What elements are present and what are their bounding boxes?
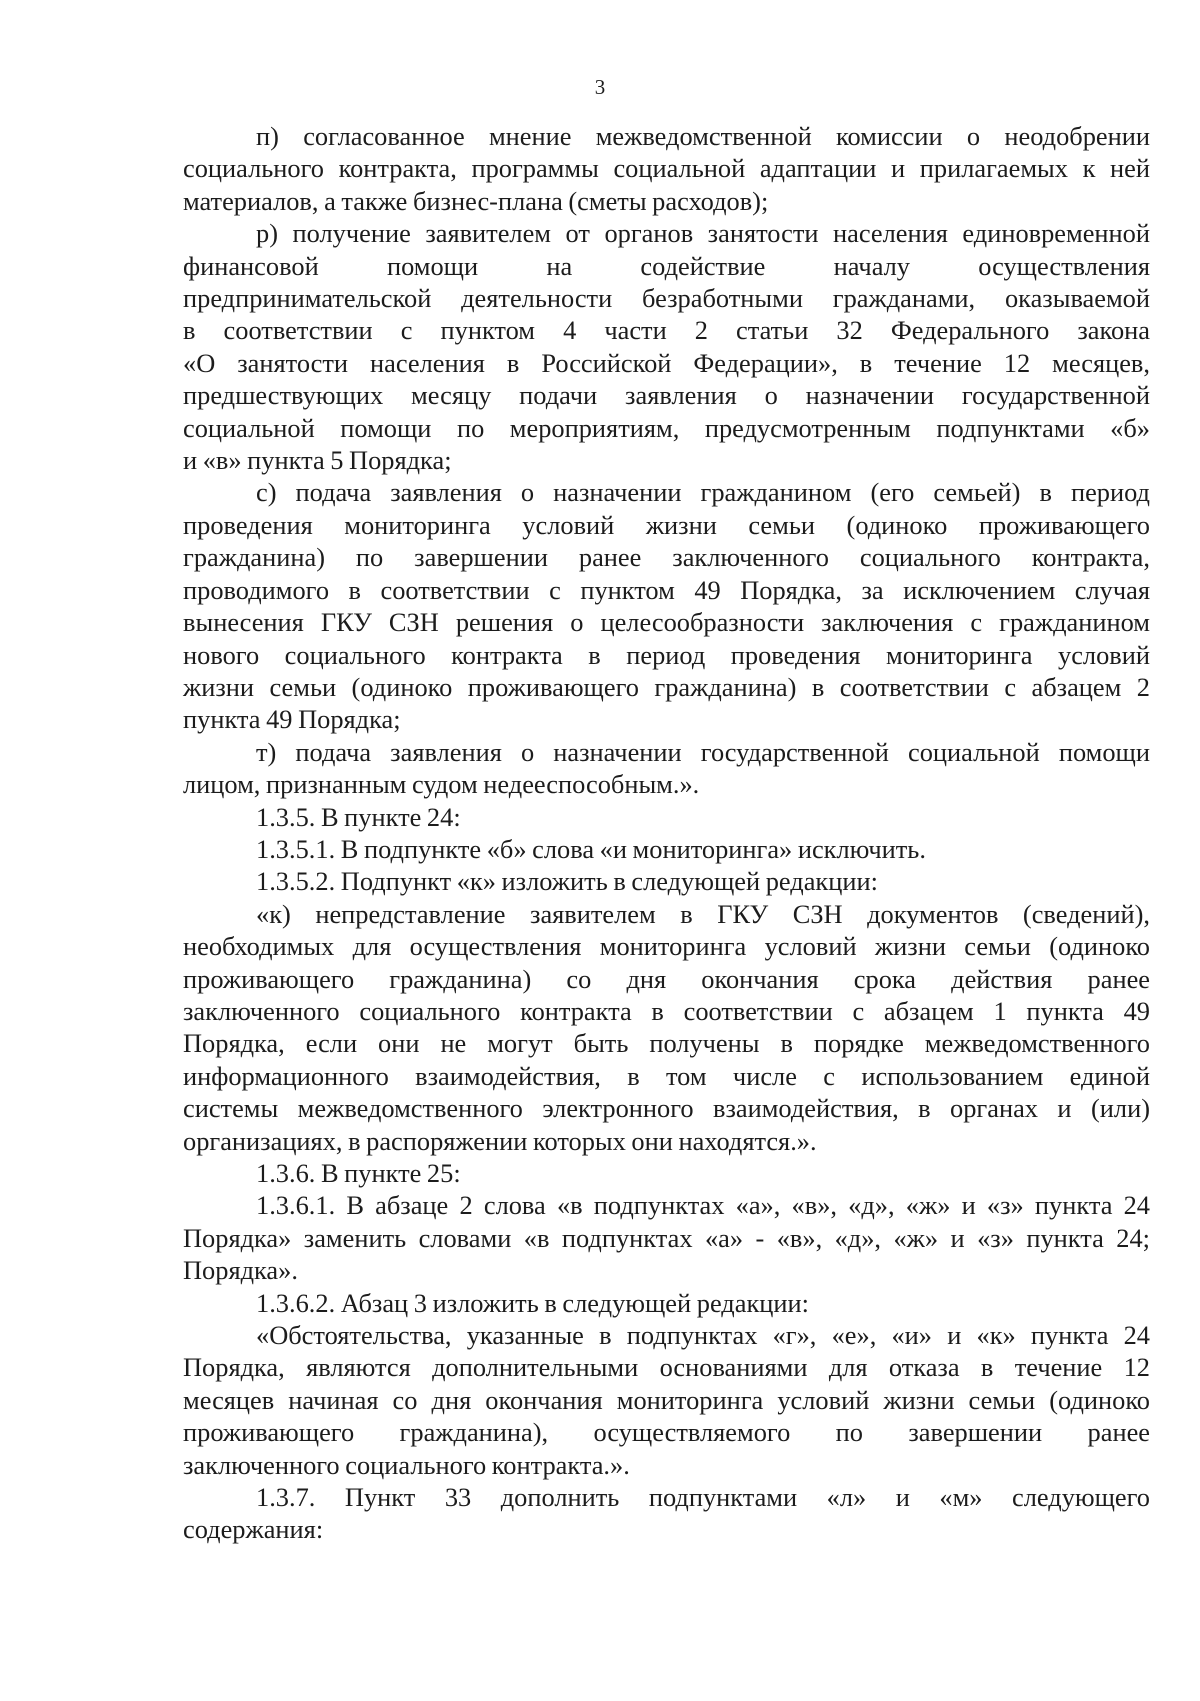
page-number: 3 xyxy=(594,75,606,99)
paragraph xyxy=(183,865,1150,897)
paragraph xyxy=(183,898,1150,1157)
paragraph xyxy=(183,1319,1150,1481)
text-line: лицом, признанным судом недееспособным.». xyxy=(183,769,700,800)
text-line: социального контракта, программы социальной адаптации и прилагаемых к ней xyxy=(183,153,1150,184)
text-line: финансовой помощи на содействие началу осуществления xyxy=(183,250,1150,281)
text-line: 1.3.5.1. В подпункте «б» слова «и мониторинга» исключить. xyxy=(256,833,926,864)
text-line: т) подача заявления о назначении государственной социальной помощи xyxy=(256,736,1150,767)
paragraph xyxy=(183,217,1150,476)
text-line: 1.3.7. Пункт 33 дополнить подпунктами «л» и «м» следующего xyxy=(256,1482,1150,1513)
text-line: заключенного социального контракта.». xyxy=(183,1449,630,1480)
paragraph xyxy=(183,736,1150,801)
text-line: Порядка». xyxy=(183,1255,298,1286)
paragraph xyxy=(183,1287,1150,1319)
text-line: и «в» пункта 5 Порядка; xyxy=(183,445,452,476)
text-line: организациях, в распоряжении которых они находятся.». xyxy=(183,1125,817,1156)
text-line: 1.3.6.2. Абзац 3 изложить в следующей редакции: xyxy=(256,1287,809,1318)
text-line: необходимых для осуществления мониторинга условий жизни семьи (одиноко xyxy=(183,931,1150,962)
text-line: нового социального контракта в период проведения мониторинга условий xyxy=(183,639,1150,670)
text-line: проживающего гражданина), осуществляемого по завершении ранее xyxy=(183,1417,1150,1448)
text-line: в соответствии с пунктом 4 части 2 статьи 32 Федерального закона xyxy=(183,315,1150,346)
text-line: системы межведомственного электронного взаимодействия, в органах и (или) xyxy=(183,1093,1150,1124)
paragraph xyxy=(183,833,1150,865)
text-line: «О занятости населения в Российской Федерации», в течение 12 месяцев, xyxy=(183,347,1150,378)
text-line: гражданина) по завершении ранее заключенного социального контракта, xyxy=(183,542,1150,573)
text-line: р) получение заявителем от органов занятости населения единовременной xyxy=(256,218,1150,249)
text-line: 1.3.5. В пункте 24: xyxy=(256,801,461,832)
text-line: «Обстоятельства, указанные в подпунктах «г», «е», «и» и «к» пункта 24 xyxy=(256,1320,1150,1351)
text-line: заключенного социального контракта в соответствии с абзацем 1 пункта 49 xyxy=(183,995,1150,1026)
document-body xyxy=(183,120,1150,1546)
text-line: с) подача заявления о назначении гражданином (его семьей) в период xyxy=(256,477,1150,508)
paragraph xyxy=(183,801,1150,833)
text-line: «к) непредставление заявителем в ГКУ СЗН документов (сведений), xyxy=(256,898,1150,929)
text-line: Порядка, если они не могут быть получены в порядке межведомственного xyxy=(183,1028,1150,1059)
text-line: предшествующих месяцу подачи заявления о назначении государственной xyxy=(183,380,1150,411)
text-line: Порядка» заменить словами «в подпунктах «а» - «в», «д», «ж» и «з» пункта 24; xyxy=(183,1222,1150,1253)
text-line: информационного взаимодействия, в том числе с использованием единой xyxy=(183,1060,1150,1091)
text-line: 1.3.5.2. Подпункт «к» изложить в следующей редакции: xyxy=(256,866,878,897)
text-line: жизни семьи (одиноко проживающего гражданина) в соответствии с абзацем 2 xyxy=(183,671,1150,702)
paragraph xyxy=(183,1157,1150,1189)
text-line: социальной помощи по мероприятиям, предусмотренным подпунктами «б» xyxy=(183,412,1150,443)
text-line: вынесения ГКУ СЗН решения о целесообразности заключения с гражданином xyxy=(183,607,1150,638)
paragraph xyxy=(183,1189,1150,1286)
text-line: месяцев начиная со дня окончания мониторинга условий жизни семьи (одиноко xyxy=(183,1384,1150,1415)
text-line: п) согласованное мнение межведомственной комиссии о неодобрении xyxy=(256,121,1150,151)
paragraph xyxy=(183,476,1150,735)
text-line: пункта 49 Порядка; xyxy=(183,704,401,735)
paragraph xyxy=(183,120,1150,217)
text-line: Порядка, являются дополнительными основаниями для отказа в течение 12 xyxy=(183,1352,1150,1383)
text-line: предпринимательской деятельности безработными гражданами, оказываемой xyxy=(183,283,1150,314)
text-line: 1.3.6. В пункте 25: xyxy=(256,1158,461,1188)
text-line: проведения мониторинга условий жизни семьи (одиноко проживающего xyxy=(183,509,1150,540)
text-line: проживающего гражданина) со дня окончания срока действия ранее xyxy=(183,963,1150,994)
paragraph xyxy=(183,1481,1150,1546)
text-line: 1.3.6.1. В абзаце 2 слова «в подпунктах «а», «в», «д», «ж» и «з» пункта 24 xyxy=(256,1190,1150,1221)
text-line: материалов, а также бизнес-плана (сметы расходов); xyxy=(183,185,769,216)
text-line: проводимого в соответствии с пунктом 49 Порядка, за исключением случая xyxy=(183,574,1150,605)
text-line: содержания: xyxy=(183,1514,324,1545)
